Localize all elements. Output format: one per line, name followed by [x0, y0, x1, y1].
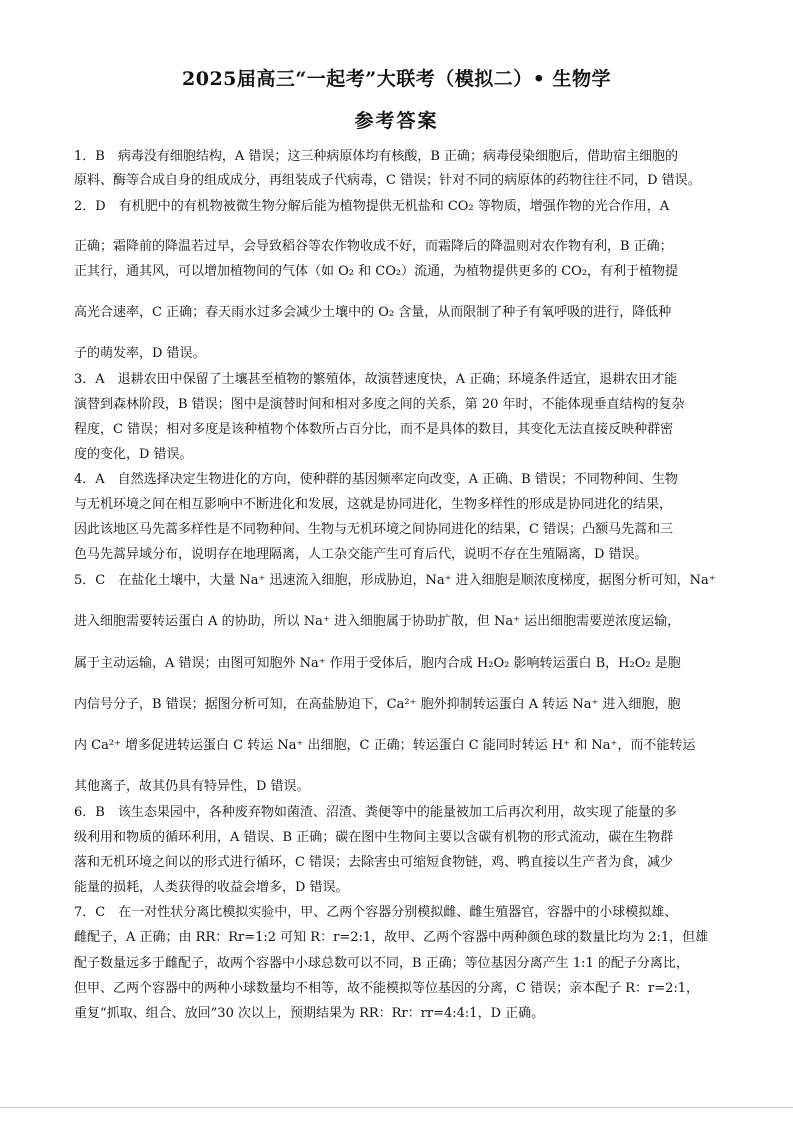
answer-3-line-1: 3．A 退耕农田中保留了土壤甚至植物的繁殖体，故演替速度快，A 正确；环境条件适宜，退耕农田才能: [74, 372, 678, 387]
answer-4-line-4: 色马先蒿异域分布，说明存在地理隔离，人工杂交能产生可育后代，说明不存在生殖隔离，D 错误。: [74, 547, 648, 562]
answer-5-line-2: 进入细胞需要转运蛋白 A 的协助，所以 Na⁺ 进入细胞属于协助扩散，但 Na⁺ 运出细胞需要逆浓度运输，: [74, 614, 681, 629]
answer-2-line-1: 2．D 有机肥中的有机物被微生物分解后能为植物提供无机盐和 CO₂ 等物质，增强作物的光合作用，A: [74, 199, 670, 214]
answer-2-line-4: 高光合速率，C 正确；春天雨水过多会减少土壤中的 O₂ 含量，从而限制了种子有氧呼吸的进行，降低种: [74, 305, 672, 320]
answer-7-line-4: 但甲、乙两个容器中的两种小球数量均不相等，故不能模拟等位基因的分离，C 错误；亲本配子 R：r=2:1，: [74, 981, 700, 996]
answer-7-line-5: 重复“抓取、组合、放回”30 次以上，预期结果为 RR：Rr：rr=4:4:1，D 正确。: [74, 1006, 545, 1021]
answer-5-line-3: 属于主动运输，A 错误；由图可知胞外 Na⁺ 作用于受体后，胞内合成 H₂O₂ 影响转运蛋白 B，H₂O₂ 是胞: [74, 656, 681, 671]
answer-4-line-2: 与无机环境之间在相互影响中不断进化和发展，这就是协同进化，生物多样性的形成是协同进化的结果，: [74, 497, 673, 512]
answer-7-line-1: 7．C 在一对性状分离比模拟实验中，甲、乙两个容器分别模拟雌、雌生殖器官，容器中的小球模拟雄、: [74, 905, 678, 920]
answer-2-line-3: 正其行，通其风，可以增加植物间的气体（如 O₂ 和 CO₂）流通，为植物提供更多的 CO₂，有利于植物提: [74, 264, 679, 279]
answer-7-line-3: 配子数量远多于雌配子，故两个容器中小球总数可以不同，B 正确；等位基因分离产生 1:1 的配子分离比，: [74, 956, 689, 971]
answer-6-line-1: 6．B 该生态果园中，各种废弃物如菌渣、沼渣、粪便等中的能量被加工后再次利用，故实现了能量的多: [74, 805, 677, 820]
answer-6-line-3: 落和无机环境之间以的形式进行循环，C 错误；去除害虫可缩短食物链，鸡、鸭直接以生产者为食，减少: [74, 855, 674, 870]
answer-4-line-1: 4．A 自然选择决定生物进化的方向，使种群的基因频率定向改变，A 正确、B 错误；不同物种间、生物: [74, 472, 678, 487]
answer-5-line-5: 内 Ca²⁺ 增多促进转运蛋白 C 转运 Na⁺ 出细胞，C 正确；转运蛋白 C 能同时转运 H⁺ 和 Na⁺，而不能转运: [74, 738, 696, 753]
answer-3-line-4: 度的变化，D 错误。: [74, 447, 193, 462]
answer-7-line-2: 雌配子，A 正确；由 RR：Rr=1:2 可知 R：r=2:1，故甲、乙两个容器中两种颜色球的数量比均为 2:1，但雄: [74, 930, 709, 945]
answer-5-line-1: 5．C 在盐化土壤中，大量 Na⁺ 迅速流入细胞，形成胁迫，Na⁺ 进入细胞是顺浓度梯度，据图分析可知，Na⁺: [74, 573, 716, 588]
answer-5-line-6: 其他离子，故其仍具有特异性，D 错误。: [74, 779, 310, 794]
answer-6-line-2: 级利用和物质的循环利用，A 错误、B 正确；碳在图中生物间主要以含碳有机物的形式流动，碳在生物群: [74, 830, 674, 845]
page-subtitle: 参考答案: [354, 110, 439, 132]
answer-6-line-4: 能量的损耗，人类获得的收益会增多，D 错误。: [74, 880, 349, 895]
answer-1-line-2: 原料、酶等合成自身的组成成分，再组装成子代病毒，C 错误；针对不同的病原体的药物往往不同，D 错误。: [74, 173, 701, 188]
answer-3-line-3: 程度，C 错误；相对多度是该种植物个体数所占百分比，而不是具体的数目，其变化无法直接反映种群密: [74, 422, 674, 437]
page-bottom-divider: [0, 1107, 793, 1108]
answer-2-line-5: 子的萌发率，D 错误。: [74, 346, 206, 361]
answer-5-line-4: 内信号分子，B 错误；据图分析可知，在高盐胁迫下，Ca²⁺ 胞外抑制转运蛋白 A 转运 Na⁺ 进入细胞，胞: [74, 697, 681, 712]
answer-2-line-2: 正确；霜降前的降温若过早，会导致稻谷等农作物收成不好，而霜降后的降温则对农作物有利，B 正确；: [74, 239, 673, 254]
answer-3-line-2: 演替到森林阶段，B 错误；图中是演替时间和相对多度之间的关系，第 20 年时，不能体现垂直结构的复杂: [74, 397, 685, 412]
page-title: 2025届高三“一起考”大联考（模拟二）• 生物学: [182, 68, 611, 90]
answer-4-line-3: 因此该地区马先蒿多样性是不同物种间、生物与无机环境之间协同进化的结果，C 错误；凸额马先蒿和三: [74, 522, 674, 537]
answer-1-line-1: 1．B 病毒没有细胞结构，A 错误；这三种病原体均有核酸，B 正确；病毒侵染细胞后，借助宿主细胞的: [74, 149, 679, 164]
